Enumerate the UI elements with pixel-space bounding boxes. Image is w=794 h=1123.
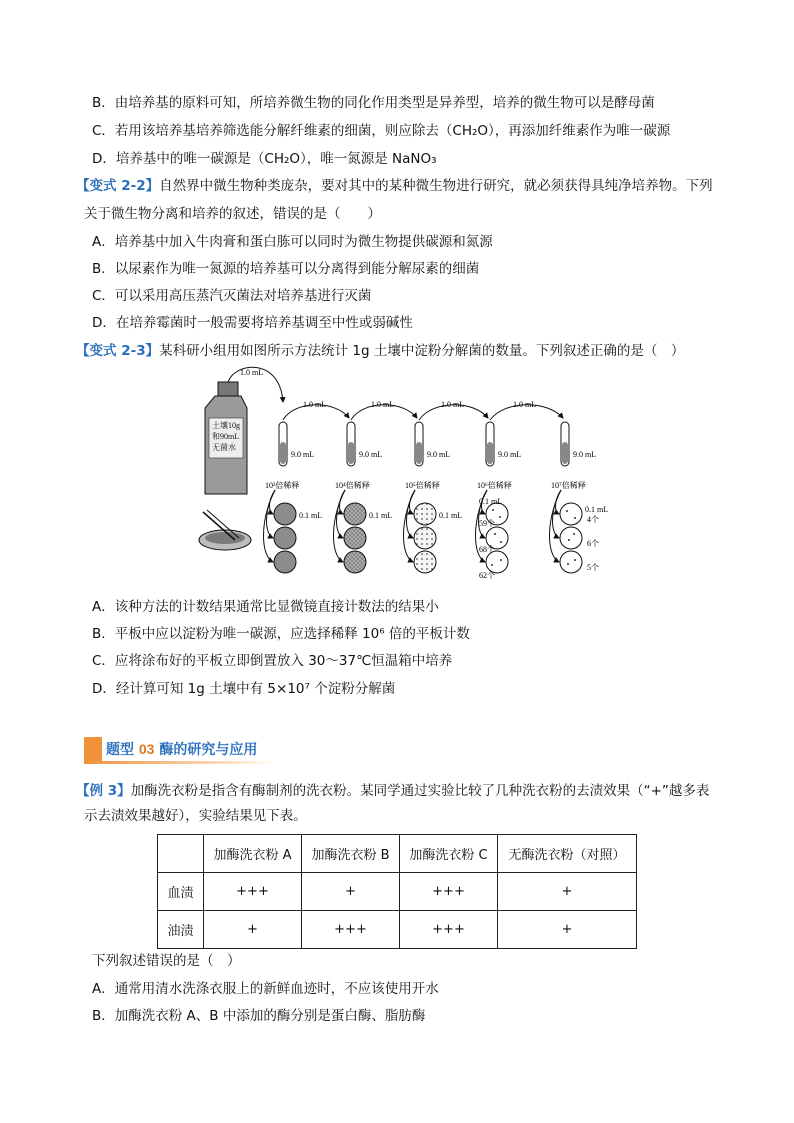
plates-column-4 <box>476 490 509 580</box>
table-cell: 血渍 <box>158 873 204 911</box>
question-tag: 【变式 2-3】 <box>76 343 160 359</box>
v23-option-c: C．应将涂布好的平板立即倒置放入 30～37℃恒温箱中培养 <box>92 653 453 669</box>
table-cell: +++ <box>400 873 498 911</box>
table-cell: + <box>204 911 302 949</box>
table-cell: + <box>498 911 637 949</box>
plate-volume-5: 0.1 mL <box>585 505 609 514</box>
plates-column-1 <box>264 490 323 573</box>
count-10e6-3: 62个 <box>479 571 495 580</box>
section-title: 酶的研究与应用 <box>159 742 258 758</box>
v23-option-a: A．该种方法的计数结果通常比显微镜直接计数法的结果小 <box>92 599 439 615</box>
plate-volume-4: 0.1 mL <box>479 497 503 506</box>
bottle-label-1: 土壤10g <box>212 421 240 430</box>
dilution-label-1: 10³倍稀释 <box>265 481 300 490</box>
plate-volume-1: 0.1 mL <box>299 511 323 520</box>
option-d-prev: D．培养基中的唯一碳源是（CH₂O），唯一氮源是 NaNO₃ <box>92 151 437 167</box>
soil-bottle <box>205 382 247 494</box>
plates-column-3 <box>404 490 463 573</box>
tube-volume-4: 9.0 mL <box>498 450 522 459</box>
tube-volume-5: 9.0 mL <box>573 450 597 459</box>
example-3-question: 下列叙述错误的是（ ） <box>92 953 241 969</box>
tube-4 <box>486 422 521 466</box>
ex3-option-b: B．加酶洗衣粉 A、B 中添加的酶分别是蛋白酶、脂肪酶 <box>92 1008 426 1024</box>
ex3-option-a: A．通常用清水洗涤衣服上的新鲜血迹时，不应该使用开水 <box>92 981 439 997</box>
first-transfer-label: 1.0 mL <box>240 368 264 377</box>
table-header-cell: 无酶洗衣粉（对照） <box>498 835 637 873</box>
count-10e7-3: 5个 <box>587 563 599 572</box>
table-header-cell: 加酶洗衣粉 B <box>302 835 400 873</box>
question-text: 某科研小组用如图所示方法统计 1g 土壤中淀粉分解菌的数量。下列叙述正确的是（ ） <box>159 343 685 359</box>
tube-2 <box>347 422 382 466</box>
table-cell: +++ <box>400 911 498 949</box>
table-cell: +++ <box>302 911 400 949</box>
dilution-label-4: 10⁶倍稀释 <box>477 481 512 490</box>
section-prefix: 题型 <box>106 742 134 758</box>
question-v22-stem <box>76 176 713 196</box>
tube-volume-1: 9.0 mL <box>291 450 315 459</box>
question-v23-stem <box>76 341 684 361</box>
example-text: 加酶洗衣粉是指含有酶制剂的洗衣粉。某同学通过实验比较了几种洗衣粉的去渍效果（“+”越多表 <box>130 783 710 799</box>
example-tag: 【例 3】 <box>76 783 131 799</box>
dilution-label-5: 10⁷倍稀释 <box>551 481 586 490</box>
plate-volume-2: 0.1 mL <box>369 511 393 520</box>
spreader-and-dish <box>199 510 251 550</box>
count-10e7-2: 6个 <box>587 539 599 548</box>
example-3-stem-2: 示去渍效果越好），实验结果见下表。 <box>84 808 307 824</box>
table-row <box>158 911 637 949</box>
question-tag: 【变式 2-2】 <box>76 178 160 194</box>
question-v22-stem-2: 关于微生物分离和培养的叙述，错误的是（ ） <box>84 206 381 222</box>
plates-column-5 <box>550 490 609 573</box>
v22-option-b: B．以尿素作为唯一氮源的培养基可以分离得到能分解尿素的细菌 <box>92 261 480 277</box>
tube-volume-2: 9.0 mL <box>359 450 383 459</box>
table-cell: + <box>498 873 637 911</box>
table-cell: 油渍 <box>158 911 204 949</box>
bottle-label-2: 和90mL <box>212 432 240 441</box>
example-3-stem <box>76 781 709 801</box>
v22-option-c: C．可以采用高压蒸汽灭菌法对培养基进行灭菌 <box>92 288 372 304</box>
option-b-prev: B．由培养基的原料可知，所培养微生物的同化作用类型是异养型，培养的微生物可以是酵母菌 <box>92 95 655 111</box>
v22-option-a: A．培养基中加入牛肉膏和蛋白胨可以同时为微生物提供碳源和氮源 <box>92 234 493 250</box>
transfer-label-2: 1.0 mL <box>371 400 395 409</box>
transfer-label-1: 1.0 mL <box>303 400 327 409</box>
question-text: 自然界中微生物种类庞杂，要对其中的某种微生物进行研究，就必须获得具纯净培养物。下列 <box>159 178 713 194</box>
table-header-cell <box>158 835 204 873</box>
table-cell: +++ <box>204 873 302 911</box>
plates-column-2 <box>334 490 393 573</box>
plate-volume-3: 0.1 mL <box>439 511 463 520</box>
table-header-cell: 加酶洗衣粉 A <box>204 835 302 873</box>
transfer-label-4: 1.0 mL <box>513 400 537 409</box>
table-row <box>158 873 637 911</box>
tube-1 <box>279 422 314 466</box>
table-cell: + <box>302 873 400 911</box>
tube-volume-3: 9.0 mL <box>427 450 451 459</box>
option-c-prev: C．若用该培养基培养筛选能分解纤维素的细菌，则应除去（CH₂O），再添加纤维素作为唯一碳源 <box>92 123 671 139</box>
section-heading <box>106 739 257 759</box>
dilution-label-3: 10⁵倍稀释 <box>405 481 440 490</box>
count-10e6-1: 59个 <box>479 519 495 528</box>
section-underline <box>84 761 274 764</box>
serial-dilution-figure <box>195 362 615 582</box>
table-header-cell: 加酶洗衣粉 C <box>400 835 498 873</box>
v23-option-b: B．平板中应以淀粉为唯一碳源，应选择稀释 10⁶ 倍的平板计数 <box>92 626 470 642</box>
v23-option-d: D．经计算可知 1g 土壤中有 5×10⁷ 个淀粉分解菌 <box>92 681 396 697</box>
tube-5 <box>561 422 596 466</box>
section-number: 03 <box>138 741 155 757</box>
transfer-label-3: 1.0 mL <box>441 400 465 409</box>
table-header-row <box>158 835 637 873</box>
dilution-label-2: 10⁴倍稀释 <box>335 481 370 490</box>
v22-option-d: D．在培养霉菌时一般需要将培养基调至中性或弱碱性 <box>92 315 413 331</box>
count-10e7-1: 4个 <box>587 515 599 524</box>
bottle-label-3: 无菌水 <box>212 443 236 452</box>
section-marker <box>84 737 102 761</box>
count-10e6-2: 68个 <box>479 545 495 554</box>
results-table <box>157 834 637 949</box>
tube-3 <box>415 422 450 466</box>
